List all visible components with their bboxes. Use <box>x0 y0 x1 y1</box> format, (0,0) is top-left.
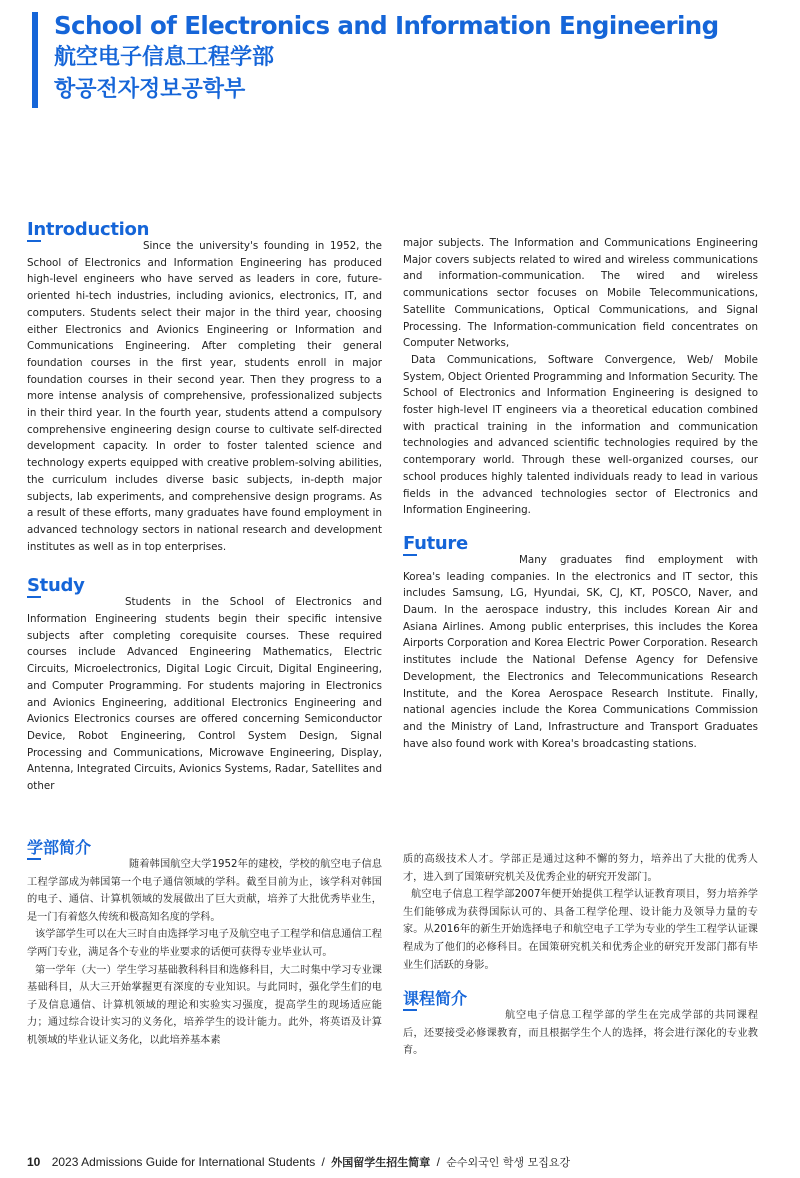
future-heading: Future <box>403 532 468 554</box>
english-right-column <box>403 235 758 752</box>
study-body: Students in the School of Electronics and Information Engineering students begin their specific intensive subjects after completing corequisite courses. These required courses include Advanced Engineering Mathematics, Electric Circuits, Microelectronics, Digital Logic Circuit, Digital Engineering, and Computer Programming. For students majoring in Electronics and Avionics Engineering, additional Electronics Engineering and Avionics Electronics courses are offered concerning Semiconductor Device, Robot Engineering, Control System Design, Signal Processing and Communications, Microwave Engineering, Display, Antenna, Integrated Circuits, Avionics Systems, Radar, Satellites and other <box>27 596 382 793</box>
cn-intro-p2: 该学部学生可以在大三时自由选择学习电子及航空电子工程学和信息通信工程学两门专业，满足各个专业的毕业要求的话便可获得专业毕业认可。 <box>27 929 382 958</box>
page-number: 10 <box>27 1155 41 1169</box>
cn-course-heading: 课程简介 <box>403 989 468 1009</box>
page-footer <box>27 1154 570 1170</box>
english-left-column <box>27 220 382 795</box>
chinese-right-column <box>403 851 758 1060</box>
cn-intro-p4: 质的高级技术人才。学部正是通过这种不懈的努力，培养出了大批的优秀人才，进入到了国策研究机关及优秀企业的研究开发部门。 <box>403 854 758 883</box>
cn-intro-heading: 学部简介 <box>27 838 92 857</box>
footer-separator: / <box>436 1155 440 1169</box>
future-body: Many graduates find employment with Korea's leading companies. In the electronics and IT sector, this includes Samsung, LG, Hyundai, SK, CJ, KT, POSCO, Naver, and Daum. In the aerospace industry, this includes Korean Air and Asiana Airlines. Among public enterprises, this includes the Korea Airports Corporation and Korea Electric Power Corporation. Research institutes include the National Defense Agency for Defensive Development, the Electronics and Telecommunications Research Institute, and the Korea Aerospace Research Institute. Finally, national agencies include the Korea Communications Commission and the Ministry of Land, Infrastructure and Transport Graduates have also found work with Korea's broadcasting stations. <box>403 553 758 750</box>
study-body-second: Data Communications, Software Convergence, Web/ Mobile System, Object Oriented Programming and Information Security. The School of Electronics and Information Engineering is designed to foster high-level IT engineers via a theoretical education combined with practical training in the information and communication technologies and advanced scientific technologies required by the contemporary world. Through these well-organized courses, our school produces highly talented individuals ready to lead in various fields in the advanced technologies sector of Electronics and Information Engineering. <box>403 353 758 517</box>
cn-intro-p5: 航空电子信息工程学部2007年便开始提供工程学认证教育项目，努力培养学生们能够成为获得国际认可的、具备工程学伦理、设计能力及领导力量的专家。从2016年的新生开始选择电子和航空电子工学为专业的学生工程学认证课程成为了他们的必修科目。在国策研究机关和优秀企业的研究开发部门都有毕业生们活跃的身影。 <box>403 889 758 971</box>
cn-intro-p1: 随着韩国航空大学1952年的建校，学校的航空电子信息工程学部成为韩国第一个电子通信领域的学科。截至目前为止，该学科对韩国的电子、通信、计算机领域的发展做出了巨大贡献，培养了大批优秀毕业生，是一门有着悠久传统和极高知名度的学科。 <box>27 859 382 923</box>
chinese-left-column <box>27 838 382 1050</box>
introduction-heading: Introduction <box>27 219 150 240</box>
cn-course-section <box>403 989 758 1060</box>
title-accent-bar <box>32 12 38 108</box>
title-korean: 항공전자정보공학부 <box>54 77 246 102</box>
title-english: School of Electronics and Information Engineering <box>54 11 719 40</box>
introduction-body: Since the university's founding in 1952, the School of Electronics and Information Engineering has produced high-level engineers who have served as leaders in core, future-oriented hi-tech industries, including avionics, electronics, IT, and computers. Students select their major in the third year, choosing either Electronics and Avionics Engineering or Information and Communications Engineering. After completing their general foundation courses in the first year, students enroll in major foundation courses in their second year. Then they progress to a more intense analysis of comprehensive, professionalized subjects in their third year. In the fourth year, students attend a compulsory comprehensive engineering design course to cultivate self-directed development capacity. In order to foster talented science and technology experts equipped with creative problem-solving abilities, the curriculum includes diverse basic subjects, in-depth major subjects, lab experiments, and comprehensive design programs. As a result of these efforts, many graduates have found employment in advanced technology sectors in national research and development institutes as well as in top enterprises. <box>27 240 382 553</box>
study-heading: Study <box>27 575 85 597</box>
page-title <box>54 10 719 106</box>
footer-guide-chinese: 外国留学生招生简章 <box>331 1156 431 1169</box>
cn-intro-p3: 第一学年（大一）学生学习基础教科科目和选修科目，大二时集中学习专业课基础科目，从大三开始掌握更有深度的专业知识。与此同时，强化学生们的电子及信息通信、计算机领域的理论和实验实习强度，提高学生的现场适应能力；通过综合设计实习的义务化，培养学生的设计能力。此外，将英语及计算机领域的毕业认证义务化，以此培养基本素 <box>27 964 382 1046</box>
footer-guide-english: 2023 Admissions Guide for International Students <box>51 1155 316 1169</box>
study-body-continued: major subjects. The Information and Communications Engineering Major covers subjects related to wired and wireless communications and information-communication. The wired and wireless communications sector focuses on Mobile Telecommunications, Satellite Communications, Optical Communications, and Signal Processing. The Information-communication field concentrates on Computer Networks, <box>403 237 758 350</box>
study-section <box>27 576 382 794</box>
footer-separator: / <box>321 1155 325 1169</box>
footer-guide-korean: 순수외국인 학생 모집요강 <box>446 1156 571 1169</box>
introduction-section <box>27 220 382 555</box>
title-chinese: 航空电子信息工程学部 <box>54 45 275 70</box>
future-section <box>403 534 758 752</box>
cn-course-p1: 航空电子信息工程学部的学生在完成学部的共同课程后，还要接受必修课教育，而且根据学生个人的选择，将会进行深化的专业教育。 <box>403 1010 758 1057</box>
